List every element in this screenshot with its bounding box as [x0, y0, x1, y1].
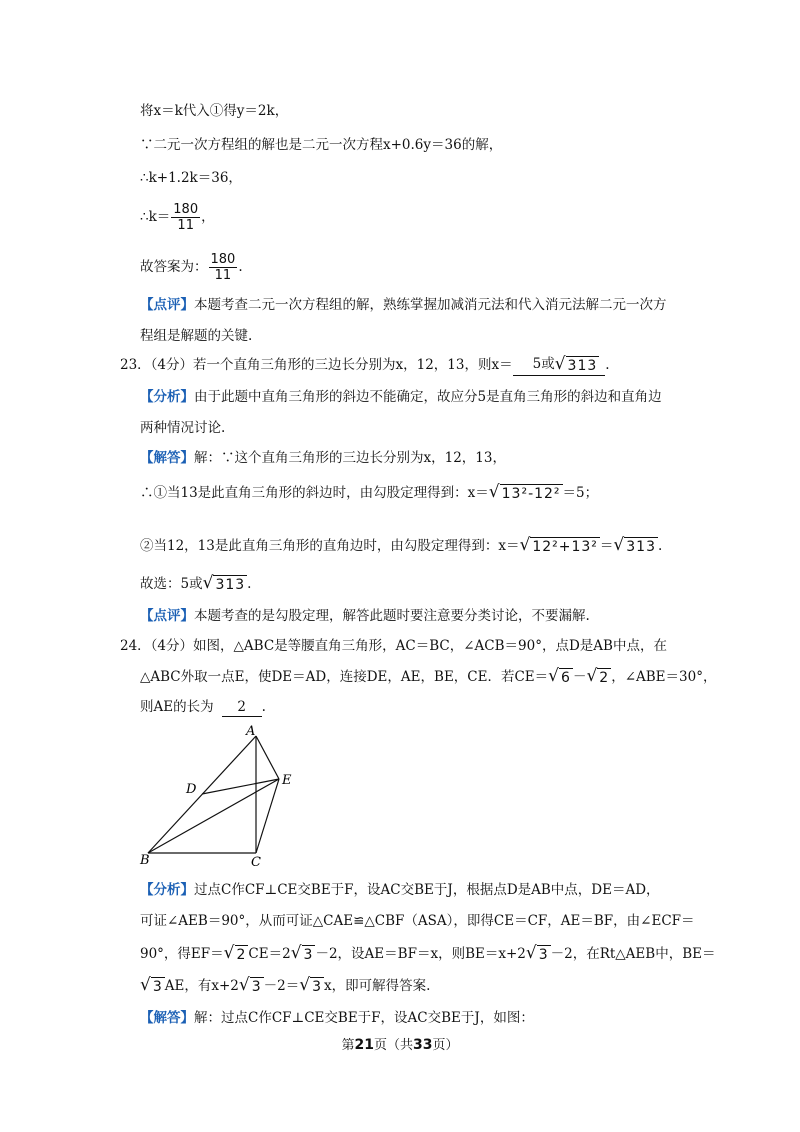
footer-text: 页）	[432, 1038, 459, 1053]
geometry-figure	[130, 722, 310, 867]
text: AE，有x+2	[164, 977, 239, 994]
segment-ae	[256, 736, 279, 779]
label-e: E	[282, 773, 292, 788]
text: △ABC外取一点E，使DE＝AD，连接DE，AE，BE，CE．若CE＝	[140, 668, 549, 685]
denominator: 11	[214, 267, 232, 283]
sqrt	[526, 943, 551, 964]
line-therefore	[140, 168, 242, 188]
analysis-24-l4	[140, 975, 430, 996]
analysis-24	[140, 880, 660, 900]
label-c: C	[251, 855, 261, 867]
radicand: 13²-12²	[501, 486, 561, 502]
solution-23-select	[140, 573, 251, 594]
sqrt	[555, 354, 600, 375]
sqrt	[299, 975, 324, 996]
text: 故答案为：	[140, 259, 208, 275]
sqrt	[489, 482, 563, 503]
page-footer	[0, 1034, 800, 1053]
text: CE＝2	[248, 945, 291, 962]
radical-sign: √	[299, 975, 311, 995]
radicand: 3	[152, 979, 163, 995]
solution-tag: 【解答】	[140, 1010, 194, 1026]
text: ∴k＝	[140, 209, 171, 225]
answer-text: 5或	[532, 356, 555, 372]
radical-sign: √	[140, 975, 151, 995]
fraction	[209, 252, 238, 283]
text: x，即可解得答案.	[324, 977, 431, 994]
radicand: 313	[567, 358, 598, 374]
text: .	[605, 357, 610, 373]
line-answer	[140, 250, 243, 284]
sqrt	[548, 666, 573, 687]
radicand: 12²+13²	[532, 539, 598, 555]
radical-sign: √	[525, 943, 537, 963]
radicand: 6	[561, 670, 571, 686]
analysis-23	[140, 387, 662, 407]
text: －2＝	[263, 977, 300, 994]
sqrt	[140, 975, 165, 996]
text: .	[261, 699, 266, 715]
comment-tag: 【点评】	[140, 608, 194, 624]
solution-24	[140, 1008, 534, 1028]
sqrt	[586, 666, 611, 687]
segment-ab	[148, 736, 256, 853]
radical-sign: √	[202, 573, 214, 593]
question-text: 23．（4分）若一个直角三角形的三边长分别为x，12，13，则x＝	[120, 357, 513, 373]
text: 过点C作CF⊥CE交BE于F，设AC交BE于J，根据点D是AB中点，DE＝AD，	[194, 882, 660, 898]
text: .	[658, 537, 663, 554]
analysis-23-cont	[140, 418, 225, 438]
radical-sign: √	[223, 943, 235, 963]
sqrt	[291, 943, 316, 964]
radicand: 3	[538, 947, 549, 963]
text: .	[247, 575, 252, 592]
text: 程组是解题的关键.	[140, 328, 253, 344]
text: ∴k+1.2k＝36，	[140, 170, 242, 186]
analysis-tag: 【分析】	[140, 389, 194, 405]
solution-23-case2	[140, 535, 662, 556]
numerator: 180	[210, 251, 236, 267]
text: －2，设AE＝BF＝x，则BE＝x+2	[315, 945, 526, 962]
text: －	[572, 668, 587, 685]
text: 将x＝k代入①得y＝2k，	[140, 103, 289, 119]
radical-sign: √	[613, 535, 625, 555]
solution-23-case1	[140, 482, 598, 503]
text: ②当12，13是此直角三角形的直角边时，由勾股定理得到：x＝	[140, 537, 520, 554]
question-24-ask	[140, 697, 266, 717]
radicand: 2	[599, 670, 610, 686]
radical-sign: √	[548, 666, 560, 686]
question-text: 24．（4分）如图，△ABC是等腰直角三角形，AC＝BC，∠ACB＝90°，点D是AB中点，在	[120, 638, 667, 654]
question-23	[120, 354, 610, 376]
solution-tag: 【解答】	[140, 450, 194, 466]
radicand: 3	[312, 979, 323, 995]
footer-text: 第	[341, 1038, 355, 1053]
label-a: A	[246, 724, 256, 739]
sqrt	[203, 573, 248, 594]
radicand: 313	[626, 539, 656, 555]
line-comment	[140, 295, 667, 315]
sqrt	[239, 975, 264, 996]
question-24-cont	[140, 666, 716, 687]
line-comment-cont	[140, 326, 252, 346]
label-d: D	[186, 782, 197, 797]
fraction	[171, 202, 200, 233]
text: .	[238, 259, 243, 275]
radical-sign: √	[554, 354, 566, 374]
sqrt	[519, 535, 599, 556]
text: ，	[201, 209, 215, 225]
line-because	[140, 135, 502, 155]
text: ∴①当13是此直角三角形的斜边时，由勾股定理得到：x＝	[140, 484, 489, 501]
text: 可证∠AEB＝90°，从而可证△CAE≌△CBF（ASA），即得CE＝CF，AE＝BF，由∠ECF＝	[140, 913, 695, 929]
footer-text: 页（共	[373, 1038, 413, 1053]
label-b: B	[140, 853, 150, 867]
text: －2，在Rt△AEB中，BE＝	[550, 945, 716, 962]
comment-tag: 【点评】	[140, 297, 194, 313]
text: 两种情况讨论.	[140, 420, 226, 436]
text: 90°，得EF＝	[140, 945, 224, 962]
analysis-24-l2	[140, 911, 695, 931]
text: 解：过点C作CF⊥CE交BE于F，设AC交BE于J，如图：	[194, 1010, 534, 1026]
question-24	[120, 636, 667, 656]
radical-sign: √	[290, 943, 302, 963]
radical-sign: √	[586, 666, 598, 686]
text: 故选：5或	[140, 575, 203, 592]
text: 由于此题中直角三角形的斜边不能确定，故应分5是直角三角形的斜边和直角边	[194, 389, 662, 405]
numerator: 180	[173, 201, 199, 217]
line-k-value	[140, 200, 215, 234]
radical-sign: √	[238, 975, 250, 995]
radicand: 3	[303, 947, 314, 963]
radical-sign: √	[488, 482, 500, 502]
denominator: 11	[177, 217, 194, 233]
text: ＝	[599, 537, 614, 554]
sqrt	[224, 943, 249, 964]
analysis-tag: 【分析】	[140, 882, 194, 898]
radicand: 3	[251, 979, 262, 995]
answer-blank	[513, 354, 606, 376]
sqrt	[613, 535, 658, 556]
page-number: 21	[354, 1037, 374, 1053]
analysis-24-l3	[140, 943, 716, 964]
text: 解：∵这个直角三角形的三边长分别为x，12，13，	[194, 450, 506, 466]
answer-blank: 2	[222, 698, 262, 717]
text: 则AE的长为	[140, 699, 214, 715]
total-pages: 33	[413, 1037, 433, 1053]
radical-sign: √	[519, 535, 531, 555]
line-substitute	[140, 101, 288, 121]
comment-23	[140, 606, 590, 626]
radicand: 2	[236, 947, 247, 963]
text: ，∠ABE＝30°，	[611, 668, 717, 685]
solution-23	[140, 448, 506, 468]
text: ＝5；	[562, 484, 599, 501]
text: 本题考查的是勾股定理，解答此题时要注意要分类讨论，不要漏解.	[194, 608, 590, 624]
radicand: 313	[215, 577, 246, 593]
text: 本题考查二元一次方程组的解，熟练掌握加减消元法和代入消元法解二元一次方	[194, 297, 667, 313]
text: ∵二元一次方程组的解也是二元一次方程x+0.6y＝36的解，	[140, 137, 503, 153]
